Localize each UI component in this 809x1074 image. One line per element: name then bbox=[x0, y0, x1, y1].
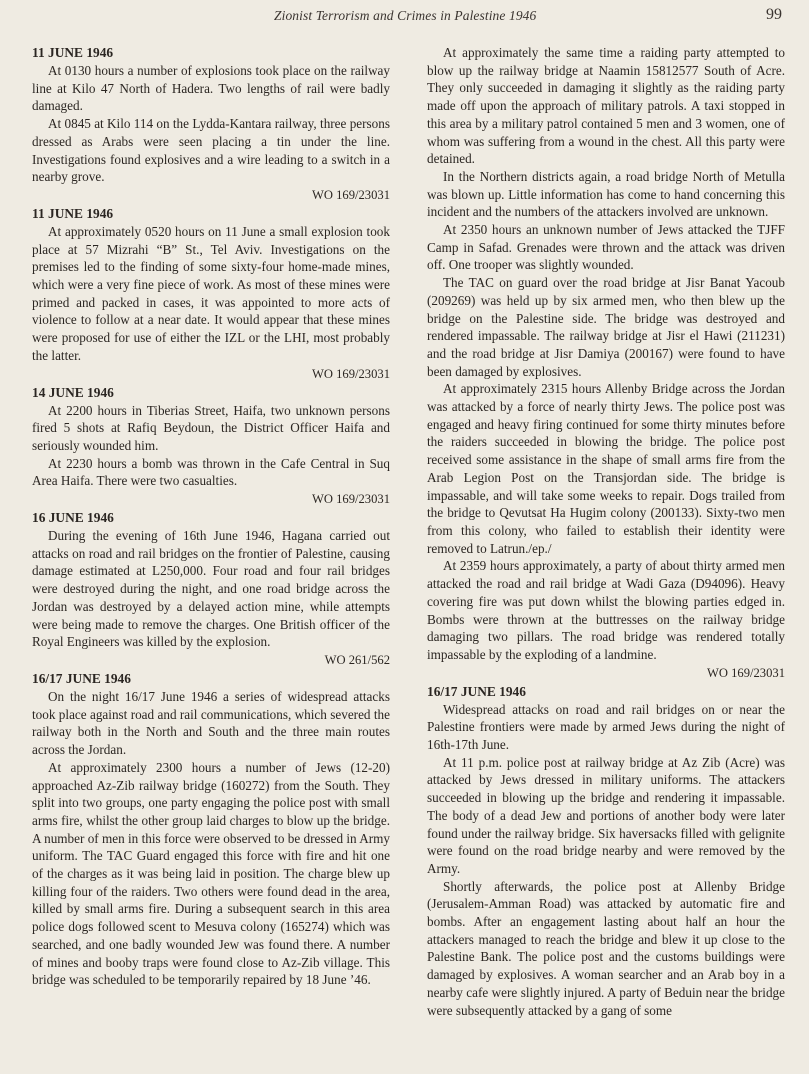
entry-section bbox=[32, 509, 390, 669]
entry-date-heading: 16/17 JUNE 1946 bbox=[32, 670, 131, 686]
body-paragraph: Shortly afterwards, the police post at Allenby Bridge (Jerusalem-Amman Road) was attacked by automatic fire and bombs. After an engagement lasting about half an hour the attackers managed to reach the bridge and blew it up close to the Palestine Bank. The police post and the customs buildings were damaged by explosives. A woman searcher and an Arab boy in a nearby cafe were slightly injured. A party of Beduin near the bridge were subsequently attacked by a gang of some bbox=[427, 878, 785, 1018]
running-title: Zionist Terrorism and Crimes in Palestine 1946 bbox=[274, 8, 537, 23]
body-paragraph: On the night 16/17 June 1946 a series of widespread attacks took place against road and rail communications, which severed the railway both in the North and South and the three main routes across the Jordan. bbox=[32, 688, 390, 758]
entry-date-heading: 16 JUNE 1946 bbox=[32, 510, 114, 526]
left-column bbox=[32, 44, 390, 989]
entry-section bbox=[32, 384, 390, 509]
body-paragraph: At 0845 at Kilo 114 on the Lydda-Kantara railway, three persons dressed as Arabs were seen placing a tin under the line. Investigations found explosives and a wire leading to a switch in a nearby grove. bbox=[32, 116, 390, 185]
body-paragraph: At 11 p.m. police post at railway bridge at Az Zib (Acre) was attacked by Jews dressed in military uniforms. The attackers succeeded in blowing up the bridge and rendering it impassable. The body of a dead Jew and portions of another body were later found under the railway bridge. Six haversacks filled with gelignite were found on the road bridge nearby and were removed by the Army. bbox=[427, 754, 785, 876]
archive-reference: WO 169/23031 bbox=[311, 187, 390, 202]
archive-reference: WO 169/23031 bbox=[706, 665, 785, 680]
right-column bbox=[427, 44, 785, 1019]
body-paragraph: At approximately 2315 hours Allenby Bridge across the Jordan was attacked by a force of nearly thirty Jews. The police post was engaged and heavy firing continued for some thirty minutes before the raiders succeeded in blowing the bridge. The police post received some assistance in the shape of small arms fire from the Arab Legion Post on the Transjordan side. The bridge is impassable, and will take some weeks to repair. Dogs trailed from the bridge to Qevutsat Ha Hugim colony (200133). Sixty-two men from this colony, who failed to establish their identity were removed to Latrun./ep./ bbox=[427, 381, 785, 556]
body-paragraph: At approximately the same time a raiding party attempted to blow up the railway bridge at Naamin 15812577 South of Acre. They only succeeded in damaging it slightly as the raiding party made off upon the approach of military patrols. A taxi stopped in this area by a military patrol contained 5 men and 3 women, one of whom was suffering from a wound in the chest. All this party were detained. bbox=[427, 45, 785, 167]
body-paragraph: During the evening of 16th June 1946, Hagana carried out attacks on road and rail bridges on the frontier of Palestine, causing damage estimated at L250,000. Four road and four rail bridges were destroyed during the night, and one road bridge across the Jordan was destroyed by a delayed action mine, while attempts were being made to remove the charges. One British officer of the Royal Engineers was killed by the explosion. bbox=[32, 528, 390, 650]
running-head bbox=[0, 6, 809, 26]
entry-date-heading: 16/17 JUNE 1946 bbox=[427, 683, 526, 699]
body-paragraph: At 2359 hours approximately, a party of about thirty armed men attacked the road and rail bridge at Wadi Gaza (D94096). Heavy covering fire was put down whilst the blowing parties edged in. Bombs were thrown at the buttresses on the railway bridge damaging two pillars. The road bridge was rendered totally impassable by the exploding of a landmine. bbox=[427, 558, 785, 662]
body-paragraph: At 2350 hours an unknown number of Jews attacked the TJFF Camp in Safad. Grenades were thrown and the attack was driven off. One trooper was slightly wounded. bbox=[427, 222, 785, 273]
archive-reference: WO 169/23031 bbox=[311, 366, 390, 381]
body-paragraph: In the Northern districts again, a road bridge North of Metulla was blown up. Little information has come to hand concerning this incident and the numbers of the attackers involved are unknown. bbox=[427, 168, 785, 220]
entry-section bbox=[32, 205, 390, 383]
archive-reference: WO 261/562 bbox=[324, 652, 390, 667]
archive-reference: WO 169/23031 bbox=[311, 492, 390, 507]
body-paragraph: At 2230 hours a bomb was thrown in the Cafe Central in Suq Area Haifa. There were two casualties. bbox=[32, 455, 390, 489]
body-paragraph: The TAC on guard over the road bridge at Jisr Banat Yacoub (209269) was held up by six armed men, who then blew up the bridge on the Palestine side. The bridge was destroyed and rendered impassable. The railway bridge at Jisr el Hawi (211231) and the road bridge at Jisr Damiya (200167) were found to have been damaged by explosives. bbox=[427, 275, 785, 379]
entry-date-heading: 14 JUNE 1946 bbox=[32, 384, 114, 400]
entry-section bbox=[32, 670, 390, 989]
entry-section bbox=[427, 683, 785, 1020]
entry-section bbox=[427, 44, 785, 682]
body-paragraph: At 0130 hours a number of explosions took place on the railway line at Kilo 47 North of Hadera. Two lengths of rail were badly damaged. bbox=[32, 63, 390, 114]
body-paragraph: At approximately 0520 hours on 11 June a small explosion took place at 57 Mizrahi “B” St., Tel Aviv. Investigations on the premises led to the finding of some sixty-four home-made mines, which were a very fine piece of work. As most of these mines were primed and packed in cases, it was appointed to more acts of violence to follow at a near date. It would appear that these mines were proposed for use of either the IZL or the LHI, most probably the latter. bbox=[32, 223, 390, 363]
body-paragraph: At 2200 hours in Tiberias Street, Haifa, two unknown persons fired 5 shots at Rafiq Beydoun, the District Officer Haifa and seriously wounded him. bbox=[32, 402, 390, 453]
entry-section bbox=[32, 44, 390, 204]
page-number: 99 bbox=[766, 6, 782, 23]
body-paragraph: Widespread attacks on road and rail bridges on or near the Palestine frontiers were made by armed Jews during the night of 16th-17th June. bbox=[427, 701, 785, 753]
entry-date-heading: 11 JUNE 1946 bbox=[32, 205, 114, 221]
entry-date-heading: 11 JUNE 1946 bbox=[32, 45, 114, 60]
body-paragraph: At approximately 2300 hours a number of Jews (12-20) approached Az-Zib railway bridge (160272) from the South. They split into two groups, one party engaging the police post with small arms fire, whilst the other group laid charges to blow up the bridge. A number of men in this force were observed to be dressed in Army uniform. The TAC Guard engaged this force with fire and hit one of the charges as it was being laid in position. The charge blew up killing four of the raiders. Two others were found dead in the area, killed by small arms fire. During a subsequent search in this area police dogs followed scent to Mesuva colony (165274) which was searched, and one badly wounded Jew was found there. A number of mines and booby traps were found close to Az-Zib village. This bridge was scheduled to be temporarily repaired by 18 June ’46. bbox=[32, 759, 390, 988]
